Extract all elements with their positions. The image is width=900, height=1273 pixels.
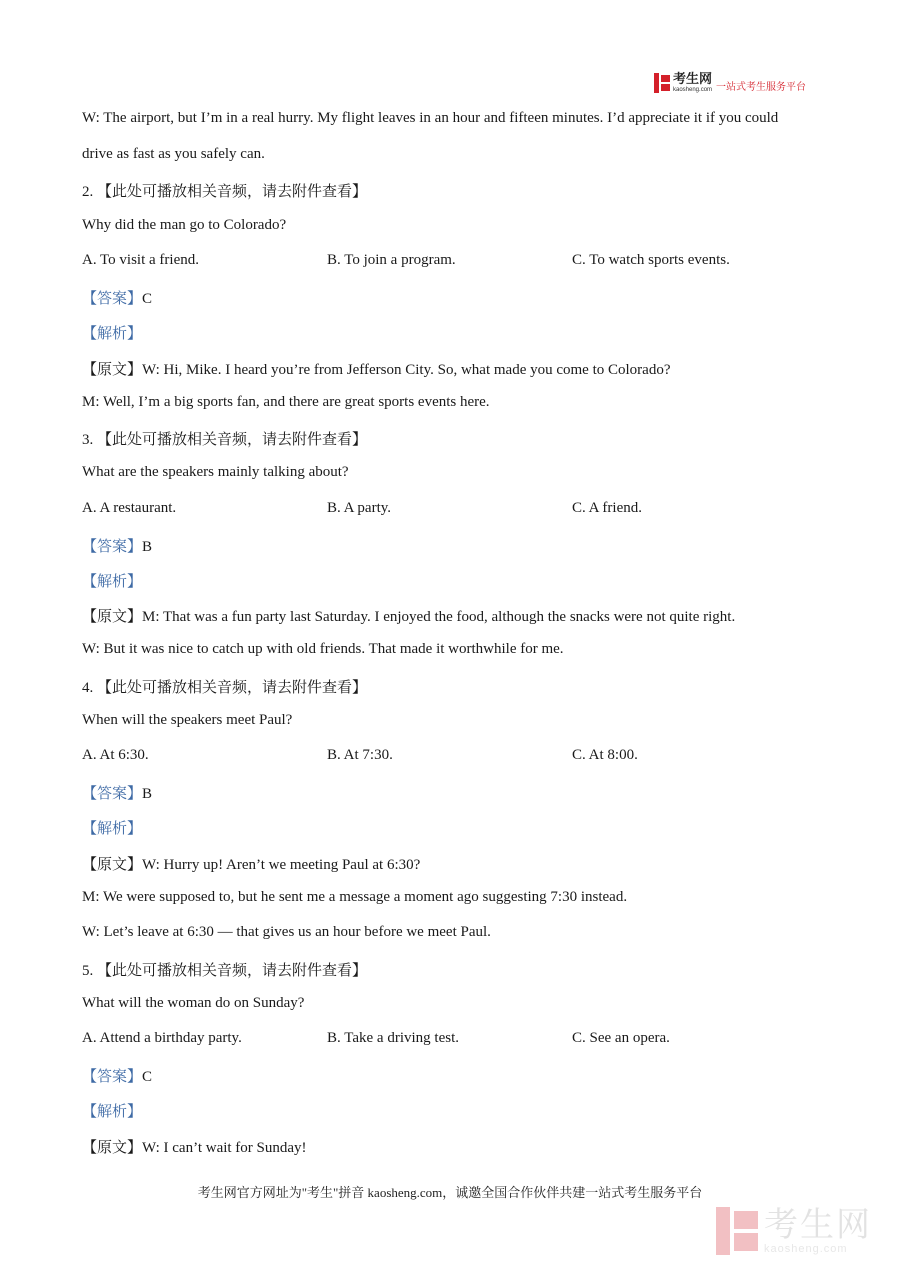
- question-text: Why did the man go to Colorado?: [82, 217, 287, 233]
- analysis-label: 【解析】: [82, 326, 143, 342]
- option-b: B. To join a program.: [327, 252, 456, 268]
- analysis-label: 【解析】: [82, 574, 143, 590]
- answer-line: [82, 535, 152, 556]
- transcript-line: [82, 358, 671, 379]
- watermark-domain: kaosheng.com: [764, 1242, 848, 1255]
- answer-value: C: [142, 1069, 153, 1085]
- option-a: A. Attend a birthday party.: [82, 1030, 242, 1046]
- transcript-text: W: Hurry up! Aren’t we meeting Paul at 6:30?: [142, 857, 421, 873]
- option-c: C. See an opera.: [572, 1030, 670, 1046]
- answer-label: 【答案】: [82, 539, 143, 555]
- option-c: C. At 8:00.: [572, 747, 638, 763]
- option-b: B. At 7:30.: [327, 747, 393, 763]
- transcript-label: 【原文】: [82, 362, 143, 378]
- transcript-line: [82, 1136, 307, 1157]
- logo-slogan: 一站式考生服务平台: [716, 81, 807, 93]
- transcript-line: W: Let’s leave at 6:30 — that gives us an hour before we meet Paul.: [82, 924, 491, 940]
- analysis-label: 【解析】: [82, 821, 143, 837]
- answer-label: 【答案】: [82, 786, 143, 802]
- question-heading: [82, 676, 367, 697]
- transcript-text: W: I can’t wait for Sunday!: [142, 1140, 307, 1156]
- question-heading: [82, 428, 367, 449]
- watermark: [716, 1205, 872, 1257]
- header-logo: [654, 72, 806, 94]
- answer-line: [82, 287, 152, 308]
- question-heading: [82, 959, 367, 980]
- audio-note: 【此处可播放相关音频，请去附件查看】: [97, 963, 368, 979]
- transcript-line: [82, 605, 735, 626]
- transcript-text: M: That was a fun party last Saturday. I enjoyed the food, although the snacks were not quite right.: [142, 609, 736, 625]
- answer-value: B: [142, 539, 153, 555]
- option-b: B. A party.: [327, 500, 392, 516]
- answer-line: [82, 1065, 152, 1086]
- transcript-label: 【原文】: [82, 609, 143, 625]
- option-c: C. To watch sports events.: [572, 252, 730, 268]
- answer-line: [82, 782, 152, 803]
- transcript-line: [82, 853, 420, 874]
- transcript-label: 【原文】: [82, 857, 143, 873]
- transcript-text: W: Hi, Mike. I heard you’re from Jefferson City. So, what made you come to Colorado?: [142, 362, 671, 378]
- transcript-line: W: But it was nice to catch up with old friends. That made it worthwhile for me.: [82, 641, 564, 657]
- intro-line-1: W: The airport, but I’m in a real hurry. My flight leaves in an hour and fifteen minutes. I’d appreciate it if you could: [82, 110, 779, 126]
- option-a: A. A restaurant.: [82, 500, 177, 516]
- logo-name: 考生网: [673, 72, 713, 87]
- audio-note: 【此处可播放相关音频，请去附件查看】: [97, 680, 368, 696]
- kaosheng-watermark-icon: [716, 1207, 758, 1255]
- question-number: 4.: [82, 680, 94, 696]
- footer-text: 考生网官方网址为"考生"拼音 kaosheng.com，诚邀全国合作伙伴共建一站式考生服务平台: [197, 1185, 703, 1200]
- question-number: 5.: [82, 963, 94, 979]
- question-text: What are the speakers mainly talking about?: [82, 464, 349, 480]
- audio-note: 【此处可播放相关音频，请去附件查看】: [97, 432, 368, 448]
- question-number: 2.: [82, 184, 94, 200]
- audio-note: 【此处可播放相关音频，请去附件查看】: [97, 184, 368, 200]
- analysis-label: 【解析】: [82, 1104, 143, 1120]
- answer-label: 【答案】: [82, 1069, 143, 1085]
- intro-line-2: drive as fast as you safely can.: [82, 146, 265, 162]
- transcript-line: M: Well, I’m a big sports fan, and there are great sports events here.: [82, 394, 490, 410]
- question-number: 3.: [82, 432, 94, 448]
- logo-domain: kaosheng.com: [673, 87, 713, 93]
- answer-value: B: [142, 786, 153, 802]
- transcript-label: 【原文】: [82, 1140, 143, 1156]
- option-b: B. Take a driving test.: [327, 1030, 459, 1046]
- option-a: A. At 6:30.: [82, 747, 149, 763]
- question-text: When will the speakers meet Paul?: [82, 712, 293, 728]
- transcript-line: M: We were supposed to, but he sent me a message a moment ago suggesting 7:30 instead.: [82, 889, 628, 905]
- option-c: C. A friend.: [572, 500, 642, 516]
- option-a: A. To visit a friend.: [82, 252, 199, 268]
- question-heading: [82, 180, 367, 201]
- question-text: What will the woman do on Sunday?: [82, 995, 305, 1011]
- watermark-name: 考生网: [764, 1204, 872, 1245]
- kaosheng-logo-icon: [654, 73, 670, 93]
- answer-value: C: [142, 291, 153, 307]
- answer-label: 【答案】: [82, 291, 143, 307]
